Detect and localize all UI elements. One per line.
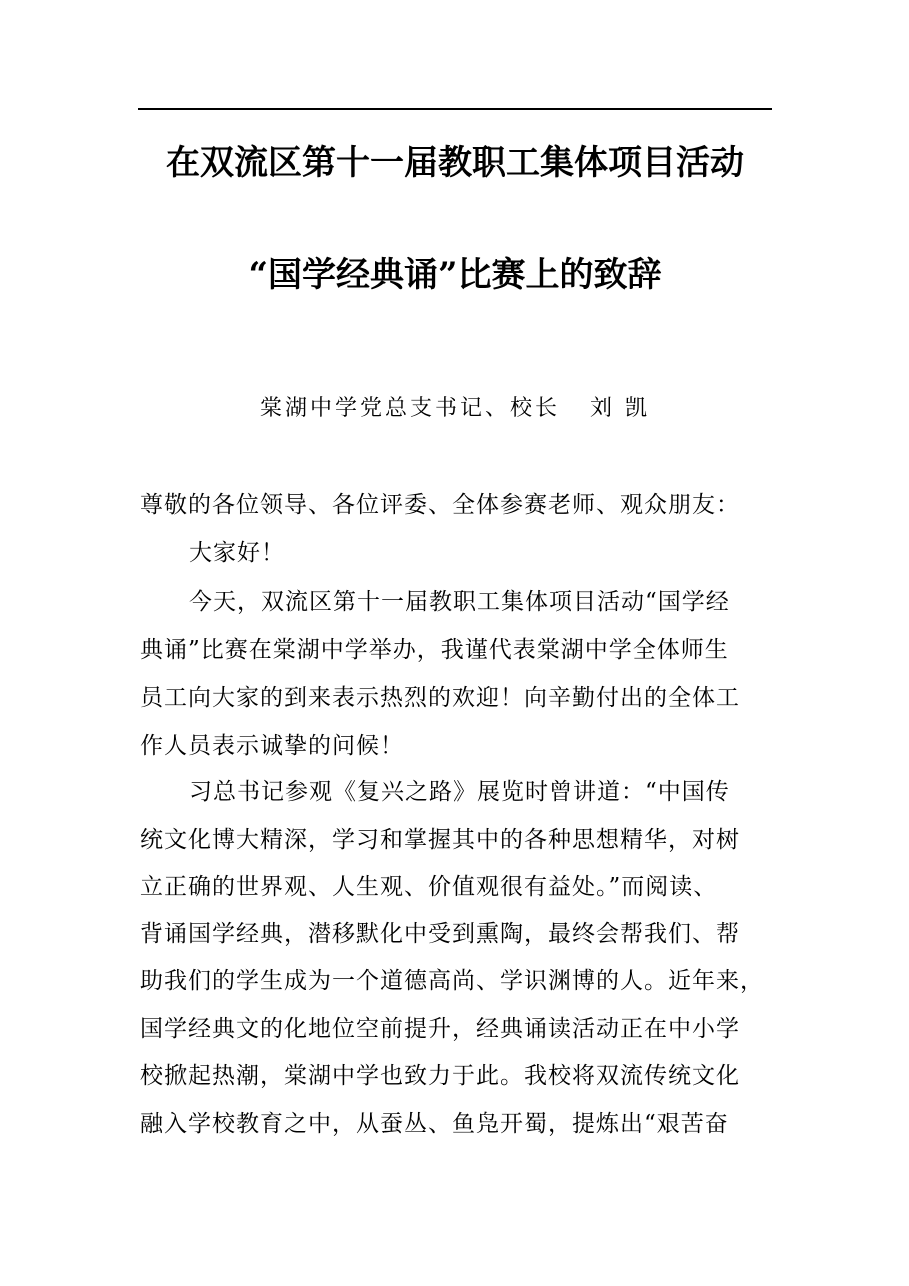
paragraph-2-line-8: 融入学校教育之中，从蚕丛、鱼凫开蜀，提炼出“艰苦奋 (140, 1111, 729, 1137)
paragraph-2-line-3: 立正确的世界观、人生观、价值观很有益处。”而阅读、 (140, 874, 718, 900)
paragraph-2-line-2: 统文化博大精深，学习和掌握其中的各种思想精华，对树 (140, 827, 740, 853)
paragraph-1-line-2: 典诵”比赛在棠湖中学举办，我谨代表棠湖中学全体师生 (140, 637, 729, 663)
header-rule (138, 108, 772, 110)
paragraph-2-line-4: 背诵国学经典，潜移默化中受到熏陶，最终会帮我们、帮 (140, 921, 740, 947)
salutation-line: 尊敬的各位领导、各位评委、全体参赛老师、观众朋友： (140, 492, 740, 518)
paragraph-1-line-3: 员工向大家的到来表示热烈的欢迎！向辛勤付出的全体工 (140, 685, 740, 711)
document-title-line-2: “国学经典诵”比赛上的致辞 (248, 255, 662, 295)
paragraph-1-line-1: 今天，双流区第十一届教职工集体项目活动“国学经 (189, 589, 730, 615)
author-byline: 棠湖中学党总支书记、校长 刘 凯 (260, 396, 650, 421)
paragraph-1-line-4: 作人员表示诚挚的问候！ (140, 733, 404, 759)
paragraph-2-line-6: 国学经典文的化地位空前提升，经典诵读活动正在中小学 (140, 1016, 740, 1042)
greeting-line: 大家好！ (189, 540, 285, 566)
paragraph-2-line-7: 校掀起热潮，棠湖中学也致力于此。我校将双流传统文化 (140, 1063, 740, 1089)
document-title-line-1: 在双流区第十一届教职工集体项目活动 (166, 143, 744, 183)
paragraph-2-line-5: 助我们的学生成为一个道德高尚、学识渊博的人。近年来， (140, 968, 764, 994)
paragraph-2-line-1: 习总书记参观《复兴之路》展览时曾讲道：“中国传 (189, 779, 730, 805)
